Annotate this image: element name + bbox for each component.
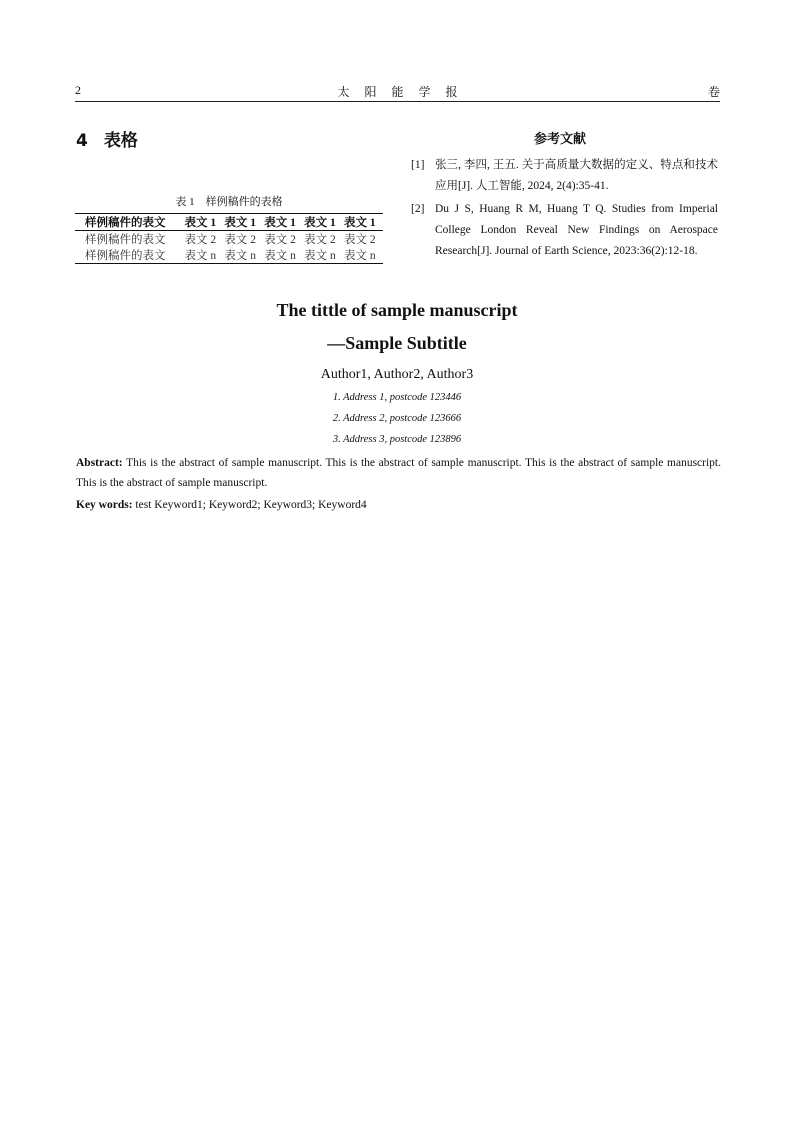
table-header-cell: 表文 1	[184, 214, 224, 231]
abstract-label: Abstract:	[76, 457, 123, 469]
table-cell: 表文 n	[343, 247, 383, 264]
table-cell: 表文 n	[223, 247, 263, 264]
table-cell: 表文 n	[184, 247, 224, 264]
table-cell: 表文 n	[303, 247, 343, 264]
sample-table	[75, 213, 383, 264]
table-header-cell: 表文 1	[263, 214, 303, 231]
reference-number: [1]	[411, 159, 425, 171]
english-title: The tittle of sample manuscript	[276, 300, 518, 320]
table-cell: 表文 2	[224, 234, 257, 246]
page-number: 2	[75, 83, 81, 97]
table-cell: 表文 2	[184, 234, 217, 246]
table-header-cell: 表文 1	[303, 214, 343, 231]
section-number: 4	[76, 131, 88, 151]
table-cell: 表文 2	[304, 234, 336, 246]
reference-number: [2]	[411, 203, 425, 215]
address: 1. Address 1, postcode 123446	[332, 392, 462, 403]
keywords	[76, 495, 721, 515]
reference-text: Du J S, Huang R M, Huang T Q. Studies from Imperial College London Reveal New Findings on Aerospace Research[J]. Journal of Earth Science, 2023:36(2):12-18.	[435, 203, 718, 257]
watermark: CNKI	[159, 539, 635, 1061]
table-row	[75, 231, 383, 248]
abstract-text: This is the abstract of sample manuscript. This is the abstract of sample manuscript. This is the abstract of sample manuscript. This is the abstract of sample manuscript.	[76, 457, 721, 489]
references-column	[400, 128, 720, 264]
table-caption: 表 1 样例稿件的表格	[175, 196, 283, 208]
reference-item	[411, 155, 718, 197]
table-header-cell: 表文 1	[343, 214, 383, 231]
table-cell: 样例稿件的表文	[75, 247, 184, 264]
table-header-row	[75, 214, 383, 231]
english-subtitle: —Sample Subtitle	[327, 333, 467, 353]
table-header-cell: 表文 1	[223, 214, 263, 231]
address: 2. Address 2, postcode 123666	[332, 413, 462, 424]
section-title: 表格	[103, 131, 138, 151]
table-cell: 表文 2	[344, 234, 376, 246]
reference-item	[411, 199, 718, 262]
authors: Author1, Author2, Author3	[320, 367, 474, 382]
table-cell: 表文 2	[264, 234, 296, 246]
journal-title: 太阳能学报	[337, 85, 473, 99]
table-cell: 样例稿件的表文	[85, 234, 166, 246]
address: 3. Address 3, postcode 123896	[332, 434, 462, 445]
keywords-label: Key words:	[76, 499, 133, 511]
table-cell: 表文 n	[263, 247, 303, 264]
table-header-cell: 样例稿件的表文	[75, 214, 184, 231]
table-row	[75, 247, 383, 264]
references-heading: 参考文献	[533, 132, 586, 147]
keywords-text: test Keyword1; Keyword2; Keyword3; Keyword4	[132, 499, 367, 511]
volume-label: 卷	[707, 85, 720, 99]
section-heading	[76, 126, 154, 151]
running-header	[75, 83, 720, 102]
english-front-matter	[0, 299, 794, 515]
reference-text: 张三, 李四, 王五. 关于高质量大数据的定义、特点和技术应用[J]. 人工智能, 2024, 2(4):35-41.	[435, 159, 718, 192]
abstract	[76, 453, 721, 493]
